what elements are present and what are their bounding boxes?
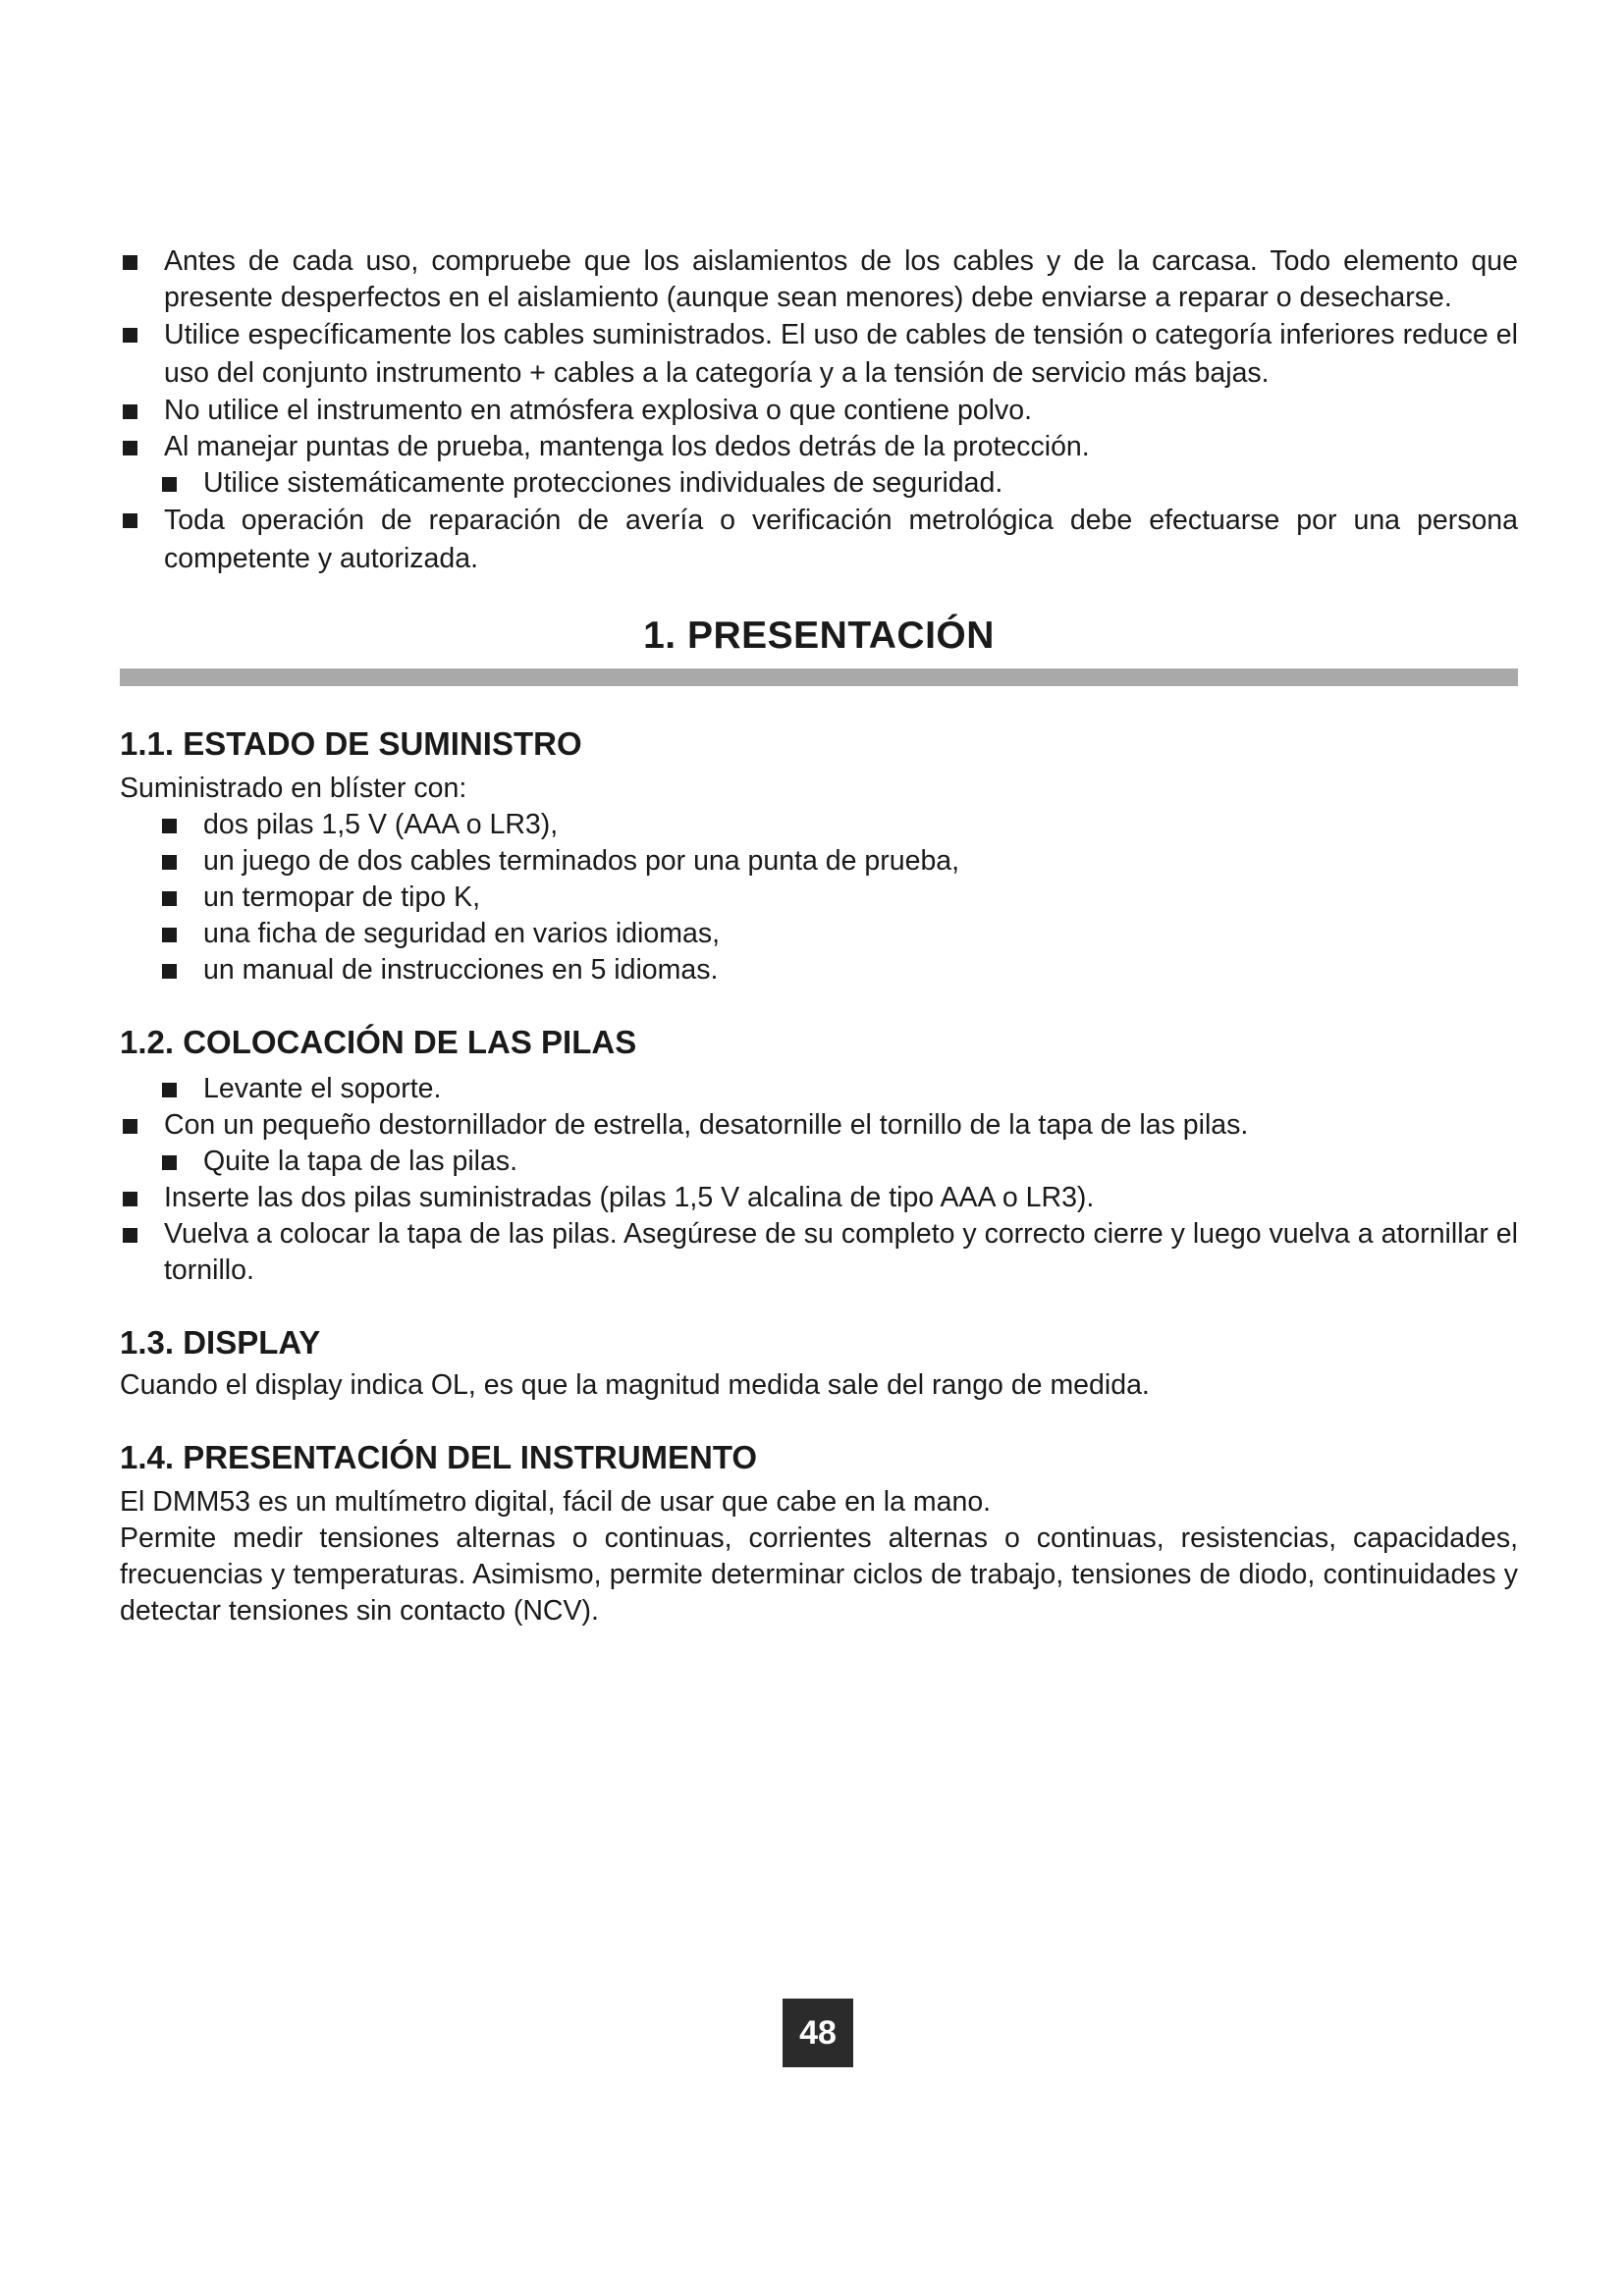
- square-bullet-icon: [123, 255, 137, 270]
- square-bullet-icon: [123, 1192, 137, 1206]
- chapter-title: 1. PRESENTACIÓN: [643, 614, 995, 657]
- square-bullet-icon: [162, 964, 177, 979]
- safety-bullet: Toda operación de reparación de avería o verificación metrológica debe efectuarse por una persona competente y autorizada.: [120, 502, 1518, 578]
- safety-bullet: Antes de cada uso, compruebe que los aislamientos de los cables y de la carcasa. Todo elemento que presente desperfectos en el aislamiento (aunque sean menores) debe enviarse a reparar o desecharse.: [120, 243, 1518, 316]
- square-bullet-icon: [123, 404, 137, 419]
- square-bullet-icon: [162, 819, 177, 833]
- square-bullet-icon: [123, 1119, 137, 1134]
- list-item: Quite la tapa de las pilas.: [159, 1144, 1518, 1180]
- list-item: dos pilas 1,5 V (AAA o LR3),: [159, 807, 1518, 843]
- section-heading-1-3: 1.3. DISPLAY: [120, 1324, 321, 1361]
- list-item: Con un pequeño destornillador de estrella, desatornille el tornillo de la tapa de las pilas.: [120, 1107, 1518, 1144]
- instrument-paragraph-2: Permite medir tensiones alternas o continuas, corrientes alternas o continuas, resistencias, capacidades, frecuencias y temperaturas. Asimismo, permite determinar ciclos de trabajo, tensiones de diodo, continuidades y detectar tensiones sin contacto (NCV).: [120, 1522, 1518, 1627]
- list-item: Inserte las dos pilas suministradas (pilas 1,5 V alcalina de tipo AAA o LR3).: [120, 1180, 1518, 1216]
- square-bullet-icon: [162, 891, 177, 906]
- safety-bullet: Utilice específicamente los cables suministrados. El uso de cables de tensión o categoría inferiores reduce el uso del conjunto instrumento + cables a la categoría y a la tensión de servicio más bajas.: [120, 316, 1518, 393]
- battery-steps-list: [120, 1071, 1518, 1289]
- display-paragraph: Cuando el display indica OL, es que la magnitud medida sale del rango de medida.: [120, 1369, 1150, 1401]
- square-bullet-icon: [162, 928, 177, 942]
- section-heading-1-1: 1.1. ESTADO DE SUMINISTRO: [120, 725, 582, 762]
- list-item: un termopar de tipo K,: [159, 880, 1518, 916]
- list-item: un juego de dos cables terminados por una punta de prueba,: [159, 843, 1518, 880]
- list-item: un manual de instrucciones en 5 idiomas.: [159, 952, 1518, 988]
- list-item: una ficha de seguridad en varios idiomas,: [159, 916, 1518, 952]
- list-item: Levante el soporte.: [159, 1071, 1518, 1107]
- square-bullet-icon: [123, 328, 137, 343]
- supply-list: [120, 807, 1518, 988]
- supply-intro: Suministrado en blíster con:: [120, 773, 467, 804]
- page-number-badge: 48: [783, 1999, 853, 2067]
- instrument-paragraph-1: El DMM53 es un multímetro digital, fácil de usar que cabe en la mano.: [120, 1486, 992, 1518]
- list-item: Vuelva a colocar la tapa de las pilas. Asegúrese de su completo y correcto cierre y luego vuelva a atornillar el tornillo.: [120, 1216, 1518, 1289]
- section-heading-1-4: 1.4. PRESENTACIÓN DEL INSTRUMENTO: [120, 1439, 758, 1475]
- square-bullet-icon: [123, 441, 137, 455]
- safety-bullet-list: [120, 243, 1518, 578]
- document-page: [120, 243, 1518, 1629]
- square-bullet-icon: [123, 513, 137, 528]
- safety-bullet: Utilice sistemáticamente protecciones individuales de seguridad.: [159, 465, 1518, 502]
- square-bullet-icon: [162, 1155, 177, 1170]
- square-bullet-icon: [162, 855, 177, 870]
- square-bullet-icon: [162, 477, 177, 492]
- title-divider: [120, 668, 1518, 686]
- safety-bullet: No utilice el instrumento en atmósfera explosiva o que contiene polvo.: [120, 393, 1518, 429]
- square-bullet-icon: [123, 1228, 137, 1243]
- section-heading-1-2: 1.2. COLOCACIÓN DE LAS PILAS: [120, 1024, 637, 1060]
- safety-bullet: Al manejar puntas de prueba, mantenga los dedos detrás de la protección.: [120, 429, 1518, 465]
- square-bullet-icon: [162, 1083, 177, 1097]
